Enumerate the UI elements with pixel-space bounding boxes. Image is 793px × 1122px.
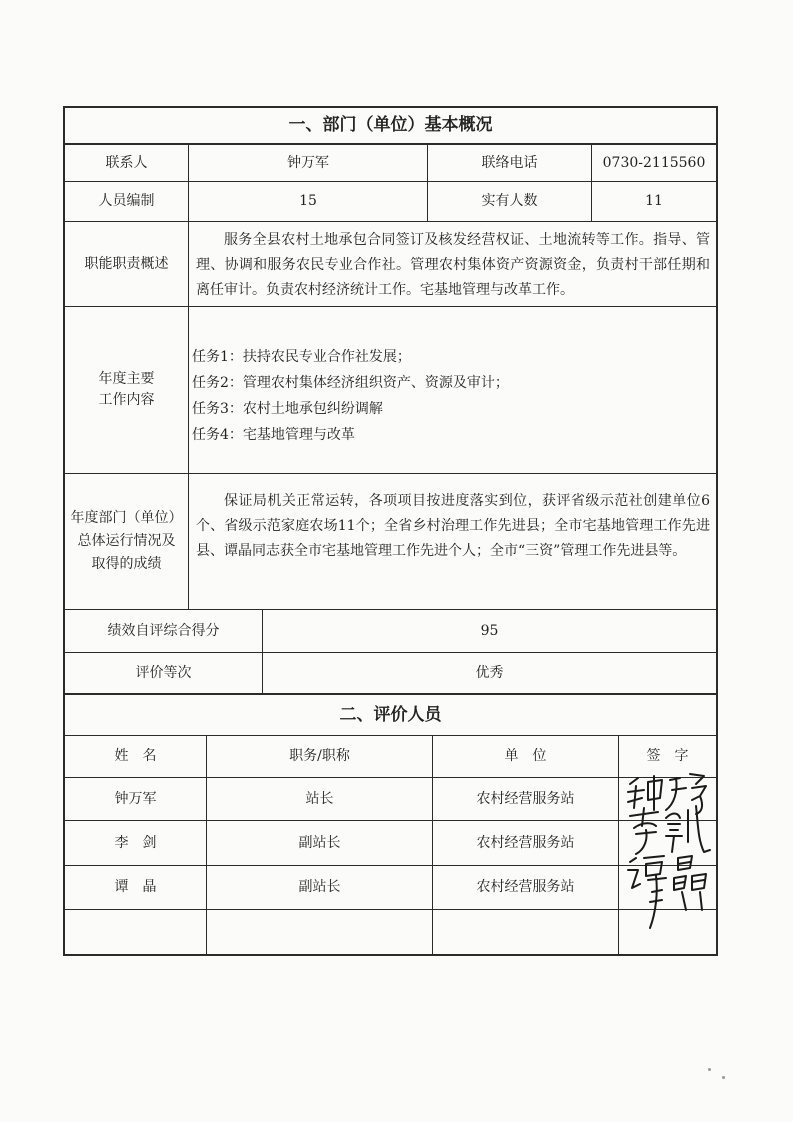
grade-label: 评价等次 bbox=[135, 664, 192, 681]
scan-speck bbox=[722, 1076, 725, 1079]
evaluator-name: 谭 晶 bbox=[114, 879, 157, 896]
header-title: 职务/职称 bbox=[289, 748, 350, 765]
annual-task-item: 任务1：扶持农民专业合作社发展； bbox=[192, 349, 411, 365]
evaluator-title: 副站长 bbox=[298, 879, 341, 896]
section-title-basic-info: 一、部门（单位）基本概况 bbox=[288, 115, 493, 136]
evaluator-name: 钟万军 bbox=[114, 790, 157, 807]
evaluator-title: 站长 bbox=[305, 790, 334, 807]
signature-tan-jing bbox=[622, 848, 714, 932]
score-value: 95 bbox=[480, 622, 499, 639]
grade-value: 优秀 bbox=[475, 664, 504, 681]
score-label: 绩效自评综合得分 bbox=[107, 622, 220, 639]
duties-label: 职能职责概述 bbox=[84, 255, 169, 272]
staff-quota-label: 人员编制 bbox=[98, 193, 155, 210]
annual-work-label-line2: 工作内容 bbox=[98, 392, 155, 408]
header-name: 姓 名 bbox=[114, 748, 157, 765]
phone-label: 联络电话 bbox=[481, 154, 538, 171]
section-title-evaluators: 二、评价人员 bbox=[339, 704, 442, 725]
performance-label-line1: 年度部门（单位） bbox=[70, 510, 183, 527]
phone-value: 0730-2115560 bbox=[602, 154, 706, 171]
annual-work-label-line1: 年度主要 bbox=[98, 371, 155, 388]
scan-speck bbox=[708, 1068, 711, 1071]
annual-task-item: 任务3：农村土地承包纠纷调解 bbox=[192, 401, 383, 417]
actual-staff-value: 11 bbox=[645, 193, 663, 210]
evaluator-unit: 农村经营服务站 bbox=[476, 790, 575, 807]
performance-text: 保证局机关正常运转，各项项目按进度落实到位，获评省级示范社创建单位6个、省级示范家庭农场11个；全省乡村治理工作先进县；全市宅基地管理工作先进县、谭晶同志获全市宅基地管理工作先进个人；全市“三资”管理工作先进县等。 bbox=[196, 493, 710, 559]
evaluator-unit: 农村经营服务站 bbox=[476, 879, 575, 896]
header-unit: 单 位 bbox=[504, 748, 547, 765]
contact-label: 联系人 bbox=[105, 154, 148, 171]
evaluator-unit: 农村经营服务站 bbox=[476, 834, 575, 851]
contact-value: 钟万军 bbox=[287, 154, 329, 171]
evaluator-name: 李 剑 bbox=[114, 834, 157, 851]
actual-staff-label: 实有人数 bbox=[481, 193, 538, 210]
evaluator-title: 副站长 bbox=[298, 834, 341, 851]
annual-task-item: 任务2：管理农村集体经济组织资产、资源及审计； bbox=[192, 375, 509, 391]
staff-quota-value: 15 bbox=[299, 193, 317, 210]
annual-task-item: 任务4：宅基地管理与改革 bbox=[192, 427, 355, 443]
performance-label-line3: 取得的成绩 bbox=[91, 555, 162, 572]
duties-text: 服务全县农村土地承包合同签订及核发经营权证、土地流转等工作。指导、管理、协调和服务农民专业合作社。管理农村集体资产资源资金，负责村干部任期和离任审计。负责农村经济统计工作。宅基地管理与改革工作。 bbox=[196, 232, 710, 298]
performance-label bbox=[65, 474, 188, 609]
annual-work-label bbox=[65, 307, 188, 473]
annual-task-list bbox=[192, 344, 712, 448]
header-signature: 签 字 bbox=[646, 748, 689, 765]
performance-label-line2: 总体运行情况及 bbox=[77, 533, 176, 550]
